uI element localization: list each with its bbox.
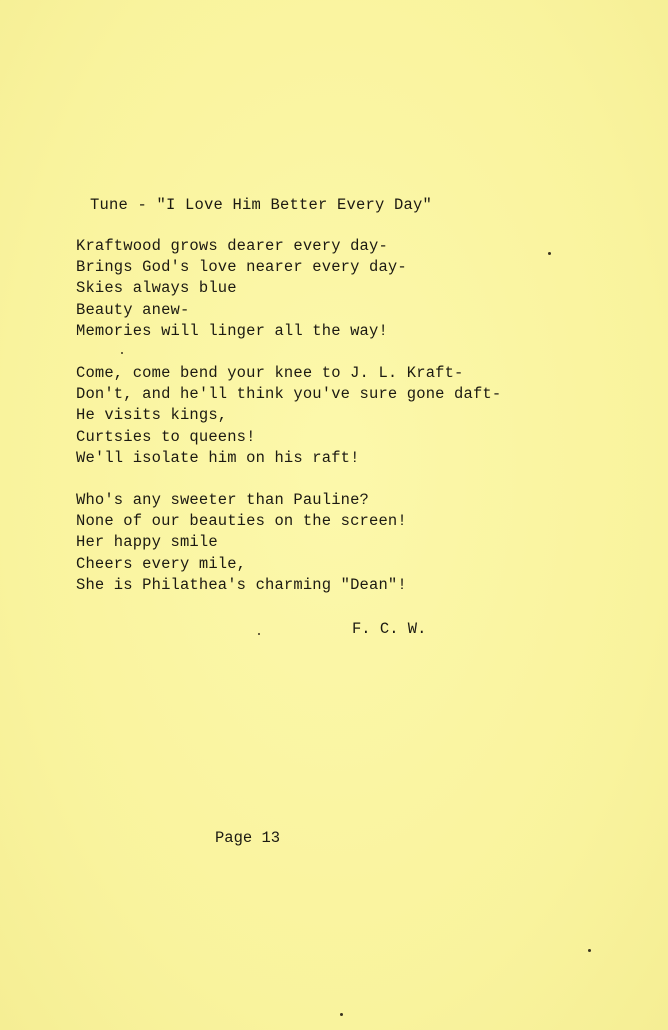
paper-speck [258,633,260,635]
paper-speck [340,1013,343,1016]
paper-speck [548,252,551,255]
stanza-line: Kraftwood grows dearer every day- [76,237,388,255]
stanza-line: Who's any sweeter than Pauline? [76,491,369,509]
song-tune-title: Tune - "I Love Him Better Every Day" [90,196,433,214]
stanza-line: Skies always blue [76,279,237,298]
stanza-line: He visits kings, [76,406,228,425]
stanza-1 [76,236,407,342]
author-initials: F. C. W. [352,620,427,638]
stanza-line: We'll isolate him on his raft! [76,448,360,467]
stanza-line: Come, come bend your knee to J. L. Kraft- [76,364,464,382]
stanza-3 [76,490,407,596]
stanza-line: Beauty anew- [76,300,190,319]
stanza-line: Brings God's love nearer every day- [76,258,407,277]
stanza-line: None of our beauties on the screen! [76,512,407,531]
stanza-line: She is Philathea's charming "Dean"! [76,575,407,594]
stanza-line: Curtsies to queens! [76,427,256,446]
page-number: Page 13 [215,829,281,847]
stanza-line: Memories will linger all the way! [76,321,388,340]
stanza-2 [76,363,501,469]
paper-speck [588,949,591,952]
stanza-line: Don't, and he'll think you've sure gone daft- [76,385,502,404]
stanza-line: Cheers every mile, [76,554,247,573]
stanza-line: Her happy smile [76,533,218,552]
paper-speck [121,352,123,354]
